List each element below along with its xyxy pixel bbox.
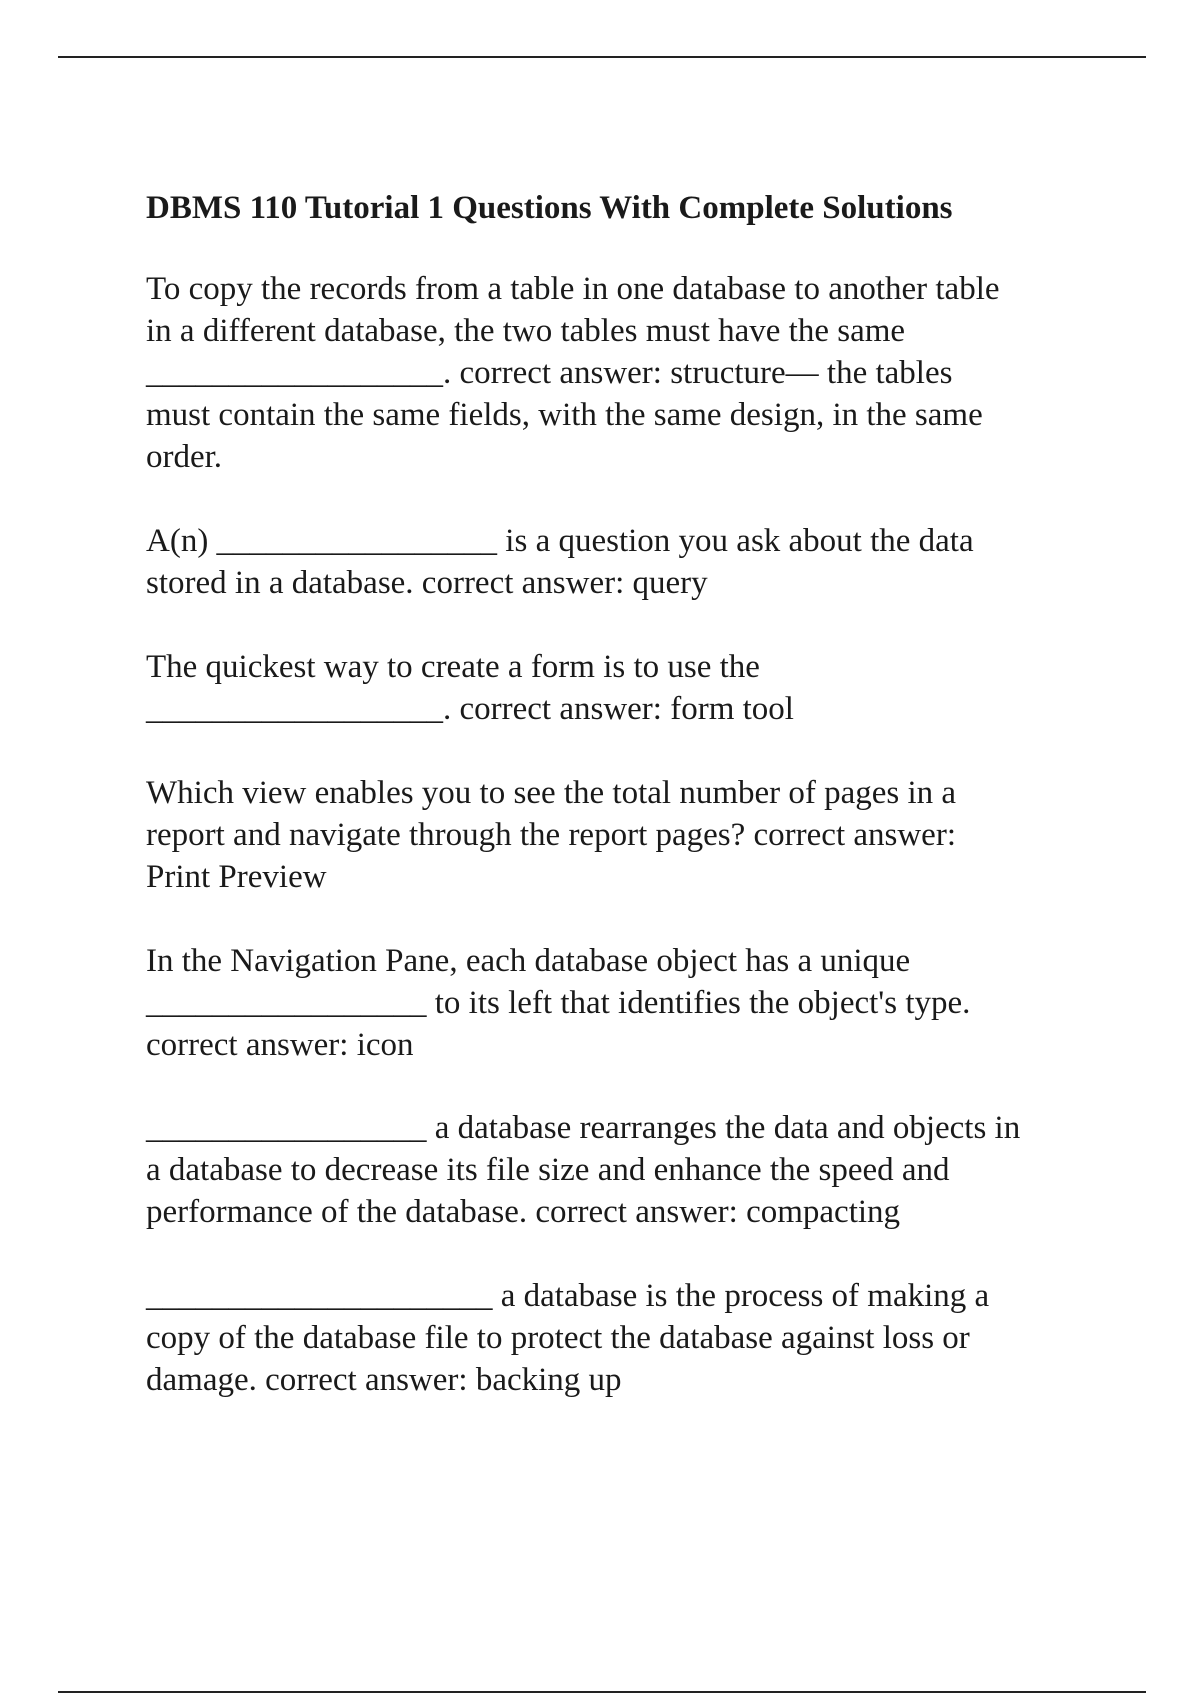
question-7-line-3: damage. correct answer: backing up (146, 1362, 622, 1398)
footer-rule (58, 1691, 1146, 1693)
question-1 (146, 268, 1106, 478)
question-4-line-3: Print Preview (146, 859, 327, 895)
question-2 (146, 520, 1106, 604)
document-title: DBMS 110 Tutorial 1 Questions With Complete Solutions (146, 190, 953, 226)
question-5 (146, 940, 1106, 1066)
question-2-line-2: stored in a database. correct answer: query (146, 565, 708, 601)
question-5-line-2: _________________ to its left that identifies the object's type. (146, 985, 971, 1021)
question-6-line-1: _________________ a database rearranges the data and objects in (146, 1110, 1021, 1146)
header-rule (58, 56, 1146, 58)
question-2-line-1: A(n) _________________ is a question you ask about the data (146, 523, 974, 559)
question-1-line-4: must contain the same fields, with the same design, in the same (146, 397, 983, 433)
question-4-line-1: Which view enables you to see the total number of pages in a (146, 775, 957, 811)
question-1-line-1: To copy the records from a table in one database to another table (146, 271, 1000, 307)
question-3 (146, 646, 1106, 730)
question-1-line-5: order. (146, 439, 223, 475)
question-5-line-1: In the Navigation Pane, each database object has a unique (146, 943, 911, 979)
question-6 (146, 1107, 1106, 1233)
question-6-line-2: a database to decrease its file size and enhance the speed and (146, 1152, 950, 1188)
question-4-line-2: report and navigate through the report pages? correct answer: (146, 817, 956, 853)
question-4 (146, 772, 1106, 898)
question-1-line-2: in a different database, the two tables must have the same (146, 313, 906, 349)
question-3-line-2: __________________. correct answer: form tool (146, 691, 794, 727)
question-7-line-1: _____________________ a database is the process of making a (146, 1278, 990, 1314)
question-1-line-3: __________________. correct answer: structure— the tables (146, 355, 953, 391)
question-5-line-3: correct answer: icon (146, 1027, 414, 1063)
question-7-line-2: copy of the database file to protect the database against loss or (146, 1320, 970, 1356)
question-7 (146, 1275, 1106, 1401)
question-3-line-1: The quickest way to create a form is to use the (146, 649, 760, 685)
question-6-line-3: performance of the database. correct answer: compacting (146, 1194, 901, 1230)
